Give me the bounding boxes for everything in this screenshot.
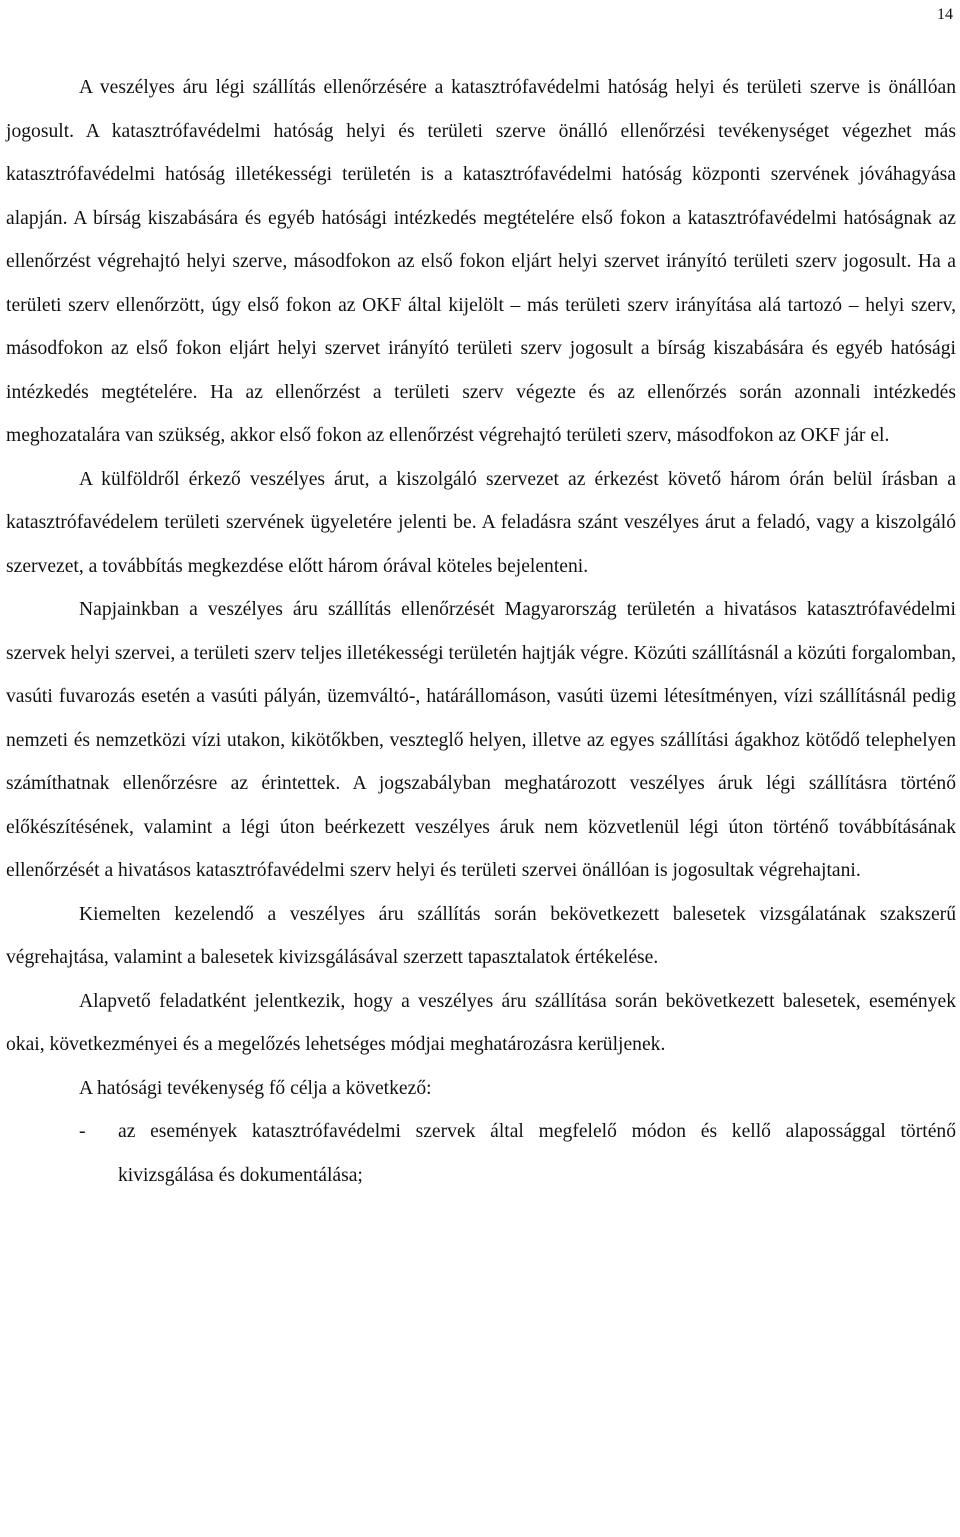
list-item: [6, 1110, 956, 1197]
paragraph: Napjainkban a veszélyes áru szállítás ellenőrzését Magyarország területén a hivatásos katasztrófavédelmi szervek helyi szervei, a területi szerv teljes illetékességi területén hajtják végre. Közúti szállításnál a közúti forgalomban, vasúti fuvarozás esetén a vasúti pályán, üzemváltó-, határállomáson, vasúti üzemi létesítményen, vízi szállításnál pedig nemzeti és nemzetközi vízi utakon, kikötőkben, veszteglő helyen, illetve az egyes szállítási ágakhoz kötődő telephelyen számíthatnak ellenőrzésre az érintettek. A jogszabályban meghatározott veszélyes áruk légi szállításra történő előkészítésének, valamint a légi úton beérkezett veszélyes áruk nem közvetlenül légi úton történő továbbításának ellenőrzését a hivatásos katasztrófavédelmi szerv helyi és területi szervei önállóan is jogosultak végrehajtani.: [6, 599, 956, 881]
list-item-text: az események katasztrófavédelmi szervek által megfelelő módon és kellő alapossággal történő kivizsgálása és dokumentálása;: [118, 1121, 956, 1186]
paragraph: Kiemelten kezelendő a veszélyes áru szállítás során bekövetkezett balesetek vizsgálatának szakszerű végrehajtása, valamint a balesetek kivizsgálásával szerzett tapasztalatok értékelése.: [6, 903, 956, 968]
paragraph: A hatósági tevékenység fő célja a következő:: [79, 1077, 432, 1099]
body-text: [6, 66, 956, 1197]
paragraph: A veszélyes áru légi szállítás ellenőrzésére a katasztrófavédelmi hatóság helyi és területi szerve is önállóan jogosult. A katasztrófavédelmi hatóság helyi és területi szerve önálló ellenőrzési tevékenységet végezhet más katasztrófavédelmi hatóság illetékességi területén is a katasztrófavédelmi hatóság központi szervének jóváhagyása alapján. A bírság kiszabására és egyéb hatósági intézkedés megtételére első fokon a katasztrófavédelmi hatóságnak az ellenőrzést végrehajtó helyi szerve, másodfokon az első fokon eljárt helyi szervet irányító területi szerv jogosult. Ha a területi szerv ellenőrzött, úgy első fokon az OKF által kijelölt – más területi szerv irányítása alá tartozó – helyi szerv, másodfokon az első fokon eljárt helyi szervet irányító területi szerv jogosult a bírság kiszabására és egyéb hatósági intézkedés megtételére. Ha az ellenőrzést a területi szerv végezte és az ellenőrzés során azonnali intézkedés meghozatalára van szükség, akkor első fokon az ellenőrzést végrehajtó területi szerv, másodfokon az OKF jár el.: [6, 77, 956, 446]
paragraph: A külföldről érkező veszélyes árut, a kiszolgáló szervezet az érkezést követő három órán belül írásban a katasztrófavédelem területi szervének ügyeletére jelenti be. A feladásra szánt veszélyes árut a feladó, vagy a kiszolgáló szervezet, a továbbítás megkezdése előtt három órával köteles bejelenteni.: [6, 468, 956, 577]
paragraph: Alapvető feladatként jelentkezik, hogy a veszélyes áru szállítása során bekövetkezett balesetek, események okai, következményei és a megelőzés lehetséges módjai meghatározásra kerüljenek.: [6, 990, 956, 1055]
page-number: 14: [937, 6, 953, 23]
list-marker: -: [79, 1121, 86, 1142]
